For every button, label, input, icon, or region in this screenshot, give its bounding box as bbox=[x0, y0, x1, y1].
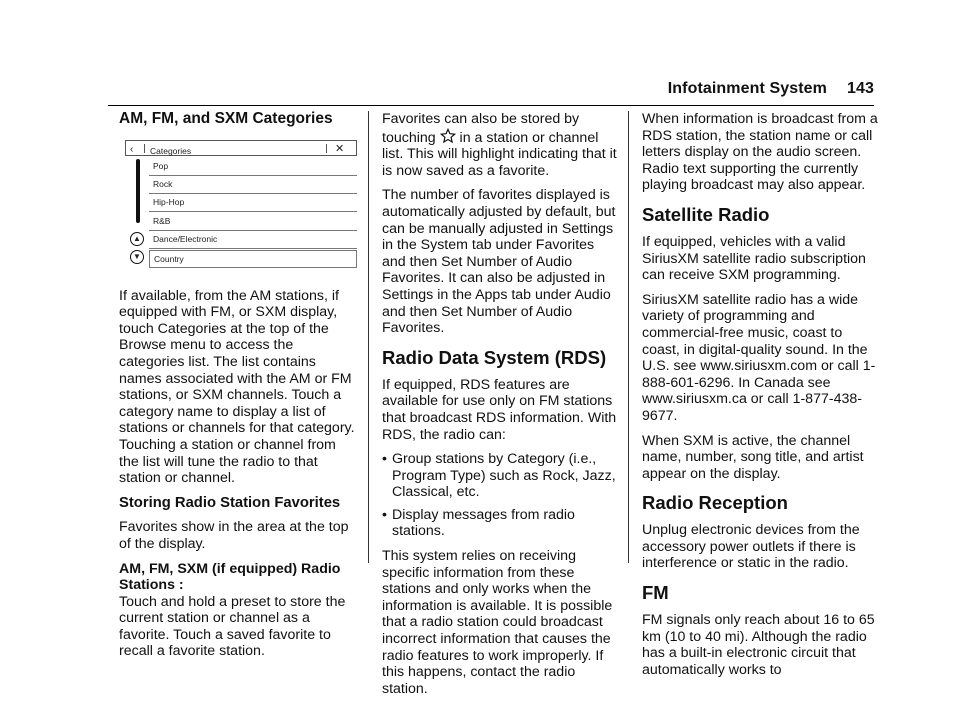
paragraph-text: Touch and hold a preset to store the current station or channel as a favorite. Touch a saved favorite to recall a favorite station. bbox=[119, 593, 346, 660]
list-item: • Group stations by Category (i.e., Program Type) such as Rock, Jazz, Classical, etc. bbox=[382, 451, 616, 501]
section-title-reception: Radio Reception bbox=[642, 492, 788, 514]
paragraph: FM signals only reach about 16 to 65 km (10 to 40 mi). Although the radio has a built-in electronic circuit that automatically works to bbox=[642, 612, 875, 678]
header-rule bbox=[108, 105, 874, 106]
category-item-country: Country bbox=[149, 250, 357, 268]
scroll-down-icon: ▼ bbox=[130, 250, 144, 264]
screen-topbar bbox=[125, 140, 357, 156]
paragraph-text: in a station or channel list. This will highlight indicating that it is now saved as a favorite. bbox=[382, 129, 617, 179]
column-divider-1 bbox=[368, 111, 369, 563]
paragraph: SiriusXM satellite radio has a wide variety of programming and commercial-free music, coast to coast, in digital-quality sound. In the U.S. see www.siriusxm.com or call 1-888-601-6296. In Canada see www.siriusxm.ca or call 1-877-438-9677. bbox=[642, 291, 876, 424]
screen-title: Categories bbox=[150, 145, 192, 156]
paragraph-text: Favorites can also be stored by touching bbox=[382, 111, 580, 146]
scroll-up-icon: ▲ bbox=[130, 232, 144, 246]
category-item-pop: Pop bbox=[149, 158, 357, 176]
paragraph: Unplug electronic devices from the accessory power outlets if there is interference or static in the radio. bbox=[642, 522, 860, 572]
back-arrow-icon: ‹ bbox=[130, 143, 134, 155]
star-icon bbox=[440, 128, 456, 144]
category-item-dance: Dance/Electronic bbox=[149, 231, 357, 249]
divider bbox=[144, 144, 145, 153]
section-title-categories: AM, FM, and SXM Categories bbox=[119, 110, 333, 127]
bullet-list bbox=[382, 451, 620, 540]
categories-screen-illustration bbox=[125, 140, 357, 268]
paragraph: The number of favorites displayed is automatically adjusted by default, but can be manually adjusted in Settings in the System tab under Favorites and then Set Number of Audio Favorites. It can also be adjusted in Settings in the Apps tab under Audio and then Set Number of Audio Favorites. bbox=[382, 187, 616, 337]
column-1 bbox=[119, 111, 357, 668]
section-title-satellite: Satellite Radio bbox=[642, 203, 770, 225]
paragraph: If available, from the AM stations, if equipped with FM, or SXM display, touch Categories at the top of the Browse menu to access the categories list. The list contains names associated with the AM or FM stations, or SXM channels. Touch a category name to display a list of stations or channels for that category. Touching a station or channel from the list will tune the radio to that station or channel. bbox=[119, 287, 355, 487]
section-title-rds: Radio Data System (RDS) bbox=[382, 346, 607, 368]
page-number: 143 bbox=[847, 80, 874, 97]
paragraph-lead: AM, FM, SXM (if equipped) Radio Stations : bbox=[119, 560, 341, 594]
bullet-icon: • bbox=[382, 506, 387, 523]
header-section-title: Infotainment System bbox=[667, 80, 827, 97]
paragraph: If equipped, RDS features are available for use only on FM stations that broadcast RDS information. With RDS, the radio can: bbox=[382, 376, 617, 443]
subsection-title-favorites: Storing Radio Station Favorites bbox=[119, 494, 341, 511]
divider bbox=[326, 144, 327, 153]
scrollbar bbox=[136, 159, 140, 223]
section-title-fm: FM bbox=[642, 582, 669, 604]
category-item-rock: Rock bbox=[149, 176, 357, 194]
paragraph bbox=[119, 561, 357, 661]
column-divider-2 bbox=[628, 111, 629, 563]
paragraph: When information is broadcast from a RDS station, the station name or call letters display on the audio screen. Radio text supporting the currently playing broadcast may also appear. bbox=[642, 111, 878, 194]
category-item-rnb: R&B bbox=[149, 213, 357, 231]
list-item: • Display messages from radio stations. bbox=[382, 506, 575, 540]
paragraph bbox=[382, 111, 620, 179]
column-2 bbox=[382, 111, 620, 705]
close-icon: ✕ bbox=[335, 142, 345, 155]
paragraph: When SXM is active, the channel name, number, song title, and artist appear on the display. bbox=[642, 432, 864, 482]
paragraph: If equipped, vehicles with a valid SiriusXM satellite radio subscription can receive SXM programming. bbox=[642, 233, 866, 284]
category-item-hiphop: Hip-Hop bbox=[149, 194, 357, 212]
bullet-icon: • bbox=[382, 451, 387, 468]
page-header bbox=[668, 80, 874, 98]
paragraph: Favorites show in the area at the top of the display. bbox=[119, 519, 349, 552]
column-3 bbox=[642, 111, 880, 686]
paragraph: This system relies on receiving specific information from these stations and only works when the information is available. It is possible that a radio station could broadcast incorrect information that causes the radio features to work improperly. If this happens, contact the radio station. bbox=[382, 548, 613, 697]
